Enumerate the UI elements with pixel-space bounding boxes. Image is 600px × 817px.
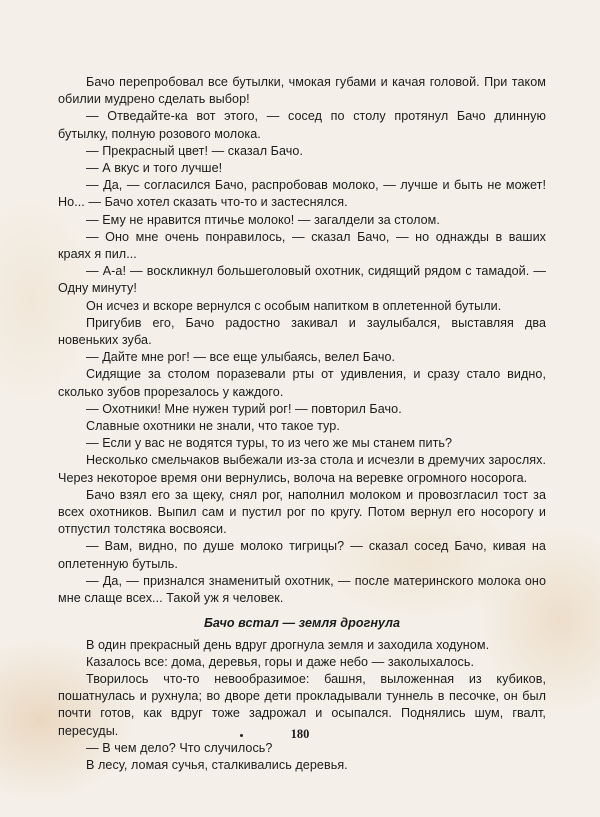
paragraph: — Да, — согласился Бачо, распробовав молоко, — лучше и быть не может! Но... — Бачо хотел сказать что-то и застеснялся. — [58, 178, 546, 210]
paragraph: Бачо перепробовал все бутылки, чмокая губами и качая головой. При таком обилии мудрено сделать выбор! — [58, 75, 546, 107]
paragraph: — А вкус и того лучше! — [86, 161, 223, 176]
paragraph: — Охотники! Мне нужен турий рог! — повторил Бачо. — [86, 401, 402, 416]
paragraph: Он исчез и вскоре вернулся с особым напитком в оплетенной бутыли. — [86, 298, 502, 313]
paragraph: — Ему не нравится птичье молоко! — загалдели за столом. — [86, 212, 440, 227]
paragraph: — Дайте мне рог! — все еще улыбаясь, велел Бачо. — [86, 350, 396, 365]
paragraph: — А-а! — воскликнул большеголовый охотник, сидящий рядом с тамадой. — Одну минуту! — [58, 264, 546, 296]
paragraph: — Прекрасный цвет! — сказал Бачо. — [86, 143, 303, 158]
paragraph: Бачо взял его за щеку, снял рог, наполнил молоком и провозгласил тост за всех охотников. Выпил сам и пустил рог по кругу. Потом вернул его носорогу и отпустил толстяка восвояси. — [58, 487, 546, 537]
paragraph: — Вам, видно, по душе молоко тигрицы? — сказал сосед Бачо, кивая на оплетенную бутыль. — [58, 539, 546, 571]
page-number: 180 — [290, 727, 310, 741]
paragraph: — Если у вас не водятся туры, то из чего же мы станем пить? — [86, 436, 453, 451]
paragraph: Славные охотники не знали, что такое тур. — [86, 419, 340, 434]
paragraph: — Да, — признался знаменитый охотник, — после материнского молока оно мне слаще всех... Такой уж я человек. — [58, 573, 546, 606]
section-heading: Бачо встал — земля дрогнула — [203, 616, 401, 631]
paragraph: — В чем дело? Что случилось? — [86, 740, 273, 755]
main-text — [58, 74, 546, 774]
paragraph: Сидящие за столом поразевали рты от удивления, и сразу стало видно, сколько зубов прорезалось у каждого. — [58, 367, 546, 399]
paragraph: Творилось что-то невообразимое: башня, выложенная из кубиков, пошатнулась и рухнула; во дворе дети прокладывали туннель в песочке, он был почти готов, как вдруг тоже задрожал и осыпался. Поднялись шум, гвалт, пересуды. — [58, 671, 546, 738]
paragraph: Казалось все: дома, деревья, горы и даже небо — заколыхалось. — [86, 654, 475, 669]
paragraph: — Оно мне очень понравилось, — сказал Бачо, — но однажды в ваших краях я пил... — [58, 229, 546, 262]
paragraph: В один прекрасный день вдруг дрогнула земля и заходила ходуном. — [86, 637, 490, 652]
paragraph: — Отведайте-ка вот этого, — сосед по столу протянул Бачо длинную бутылку, полную розового молока. — [58, 109, 546, 141]
paragraph: Несколько смельчаков выбежали из-за стола и исчезли в дремучих зарослях. Через некоторое время они вернулись, волоча на веревке огромного носорога. — [58, 453, 546, 485]
paragraph: Пригубив его, Бачо радостно закивал и заулыбался, выставляя два новеньких зуба. — [58, 315, 546, 348]
paragraph: В лесу, ломая сучья, сталкивались деревья. — [86, 757, 348, 772]
